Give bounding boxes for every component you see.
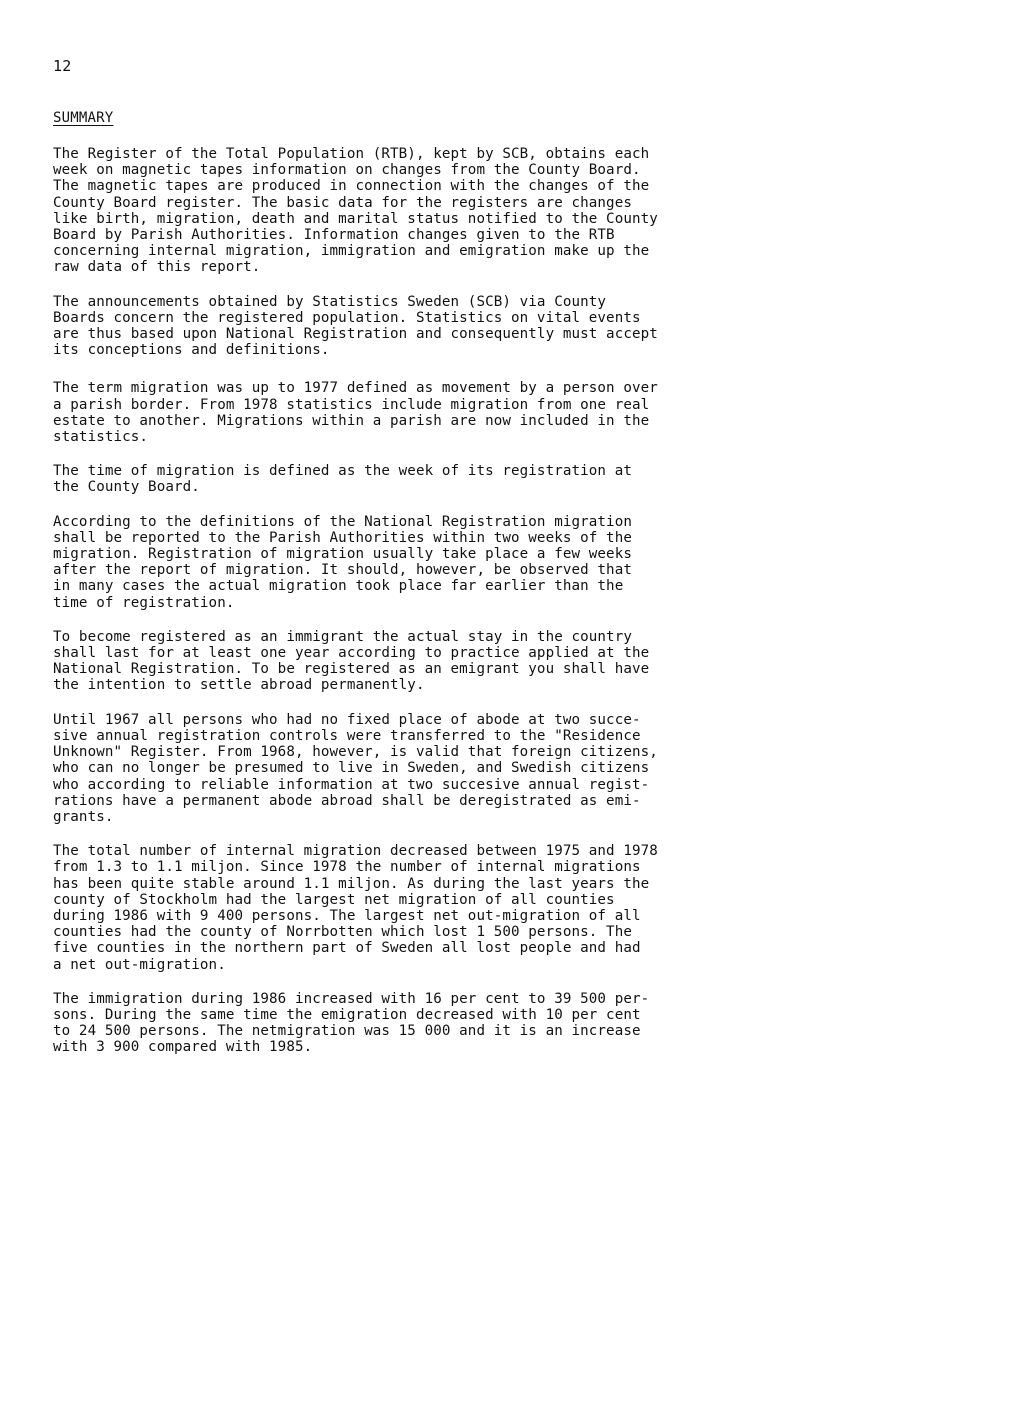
summary-body [53,146,658,1074]
paragraph-migration-time [53,463,632,496]
text-line: to 24 500 persons. The netmigration was 15 000 and it is an increase [53,1023,641,1040]
text-line: statistics. [53,429,149,446]
text-line: its conceptions and definitions. [53,342,330,359]
text-line: the intention to settle abroad permanently. [53,677,425,694]
paragraph-register-intro [53,146,658,276]
text-line: are thus based upon National Registration and consequently must accept [53,326,658,343]
text-line: The Register of the Total Population (RTB), kept by SCB, obtains each [53,146,650,162]
paragraph-immigrant-definition [53,628,650,694]
text-line: The term migration was up to 1977 defined as movement by a person over [53,380,658,397]
text-line: has been quite stable around 1.1 miljon. As during the last years the [53,875,650,892]
text-line: county of Stockholm had the largest net migration of all counties [53,891,615,908]
text-line: time of registration. [53,594,235,611]
text-line: like birth, migration, death and marital status notified to the County [53,210,658,227]
paragraph-residence-unknown [53,711,658,825]
paragraph-migration-definition [53,380,658,446]
text-line: grants. [53,808,114,825]
text-line: with 3 900 compared with 1985. [53,1039,313,1056]
text-line: counties had the county of Norrbotten which lost 1 500 persons. The [53,924,632,941]
text-line: To become registered as an immigrant the actual stay in the country [53,628,632,645]
text-line: in many cases the actual migration took place far earlier than the [53,578,624,595]
text-line: the County Board. [53,479,200,496]
text-line: a parish border. From 1978 statistics include migration from one real [53,396,650,413]
text-line: estate to another. Migrations within a parish are now included in the [53,412,650,429]
text-line: five counties in the northern part of Sweden all lost people and had [53,940,641,957]
page-number: 12 [53,57,72,75]
text-line: Board by Parish Authorities. Information changes given to the RTB [53,227,615,244]
text-line: migration. Registration of migration usually take place a few weeks [53,546,632,563]
text-line: raw data of this report. [53,259,261,276]
text-line: Unknown" Register. From 1968, however, is valid that foreign citizens, [53,744,658,761]
text-line: who according to reliable information at two succesive annual regist- [53,776,650,793]
text-line: Until 1967 all persons who had no fixed place of abode at two succe- [53,711,641,728]
paragraph-internal-migration [53,843,658,973]
paragraph-immigration-1986 [53,990,650,1056]
text-line: The immigration during 1986 increased with 16 per cent to 39 500 per- [53,990,650,1007]
text-line: during 1986 with 9 400 persons. The largest net out-migration of all [53,907,641,924]
text-line: The time of migration is defined as the week of its registration at [53,463,632,480]
text-line: sive annual registration controls were transferred to the "Residence [53,727,641,744]
paragraph-registration-rules [53,513,632,611]
text-line: rations have a permanent abode abroad shall be deregistrated as emi- [53,792,641,809]
text-line: National Registration. To be registered as an emigrant you shall have [53,661,650,678]
text-line: who can no longer be presumed to live in Sweden, and Swedish citizens [53,760,650,777]
paragraph-announcements [53,293,658,359]
text-line: shall be reported to the Parish Authorities within two weeks of the [53,529,632,546]
text-line: Boards concern the registered population. Statistics on vital events [53,309,641,326]
text-line: from 1.3 to 1.1 miljon. Since 1978 the number of internal migrations [53,859,641,876]
text-line: The total number of internal migration decreased between 1975 and 1978 [53,843,658,860]
text-line: According to the definitions of the National Registration migration [53,513,632,530]
text-line: after the report of migration. It should, however, be observed that [53,562,632,579]
text-line: The announcements obtained by Statistics Sweden (SCB) via County [53,293,607,310]
section-heading: SUMMARY [53,110,114,126]
text-line: week on magnetic tapes information on changes from the County Board. [53,162,641,179]
text-line: concerning internal migration, immigration and emigration make up the [53,243,650,260]
text-line: sons. During the same time the emigration decreased with 10 per cent [53,1006,641,1023]
text-line: The magnetic tapes are produced in connection with the changes of the [53,178,650,195]
text-line: a net out-migration. [53,956,226,973]
text-line: shall last for at least one year according to practice applied at the [53,645,650,662]
text-line: County Board register. The basic data for the registers are changes [53,194,632,211]
